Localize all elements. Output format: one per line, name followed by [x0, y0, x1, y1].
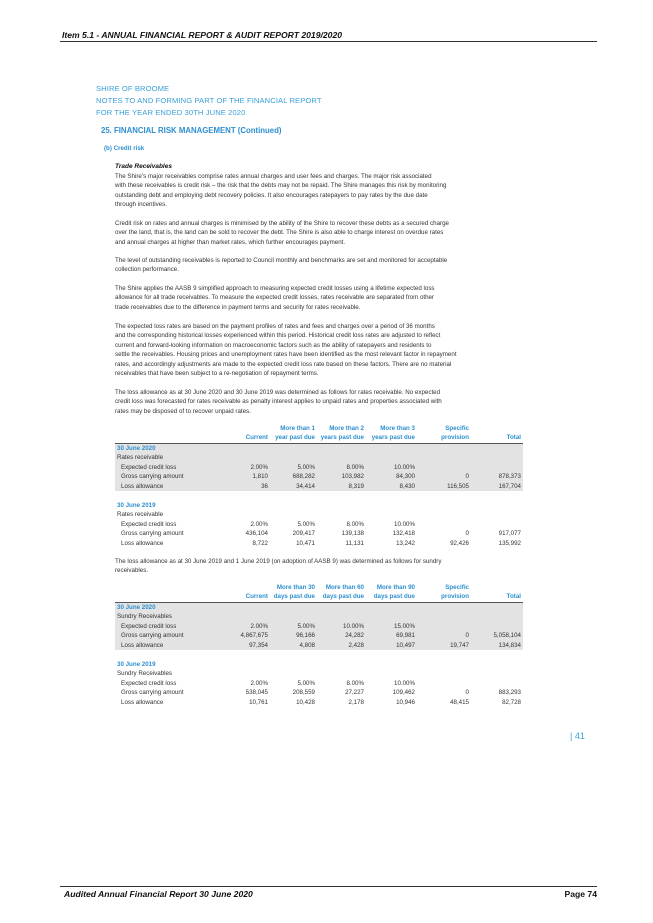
spacer-row [115, 650, 523, 660]
table-cell: 10.00% [394, 679, 415, 687]
column-header: Specific [445, 584, 469, 592]
table-row [115, 631, 523, 640]
table-row [115, 501, 523, 510]
table-cell: 167,704 [471, 482, 523, 491]
column-header: Specific [445, 425, 469, 433]
column-header: Total [471, 434, 523, 444]
table-row [115, 444, 523, 454]
table-cell: 139,138 [341, 530, 364, 538]
table-cell: 688,282 [270, 472, 317, 481]
table-cell: 0 [465, 530, 469, 538]
table-cell [471, 679, 523, 688]
subsection-title: (b) Credit risk [104, 145, 145, 152]
table-row [115, 660, 523, 669]
paragraph-line: The loss allowance as at 30 June 2020 and 30 June 2019 was determined as follows for rates receivable. No expected [115, 389, 441, 396]
table-cell [417, 463, 471, 472]
table-header-row [115, 593, 523, 603]
footer-divider [60, 886, 597, 887]
paragraph-line: allowance for all trade receivables. To measure the expected credit losses, rates receivable are separated from other [115, 294, 435, 302]
paragraph-line: The Shire’s major receivables comprise rates annual charges and user fees and charges. The major risk associated [115, 173, 432, 180]
period-label: 30 June 2019 [117, 502, 156, 510]
table-cell: 11,131 [345, 539, 364, 547]
table-cell: 10,761 [249, 698, 268, 706]
paragraph-line: Credit risk on rates and annual charges is minimised by the ability of the Shire to recover these debts as a secured charge [115, 220, 449, 227]
table-row [115, 641, 523, 650]
table-row [115, 510, 523, 519]
paragraph-line: over the land, that is, the land can be sold to recover the debt. The Shire is also able to charge interest on overdue rates [115, 229, 444, 237]
table-row [115, 698, 523, 707]
table-row [115, 688, 523, 697]
table-cell: 10.00% [394, 520, 415, 528]
row-label: Gross carrying amount [121, 530, 184, 538]
category-label: Rates receivable [117, 511, 164, 519]
column-header: More than 3 [380, 425, 415, 433]
trade-receivables-heading: Trade Receivables [115, 163, 172, 170]
table-cell: 10,497 [366, 641, 417, 650]
table-cell: 4,867,675 [226, 631, 270, 640]
table-header-row [115, 434, 523, 444]
column-header: More than 60 [325, 584, 364, 592]
table-cell: 5.00% [297, 520, 315, 528]
section-title: 25. FINANCIAL RISK MANAGEMENT (Continued) [101, 126, 282, 135]
column-header: year past due [270, 434, 317, 444]
table-cell: 10.00% [366, 463, 417, 472]
table-cell: 103,982 [317, 472, 366, 481]
period-label: 30 June 2020 [115, 603, 523, 613]
paragraph [115, 172, 485, 210]
table-cell [417, 679, 471, 688]
table-row [115, 520, 523, 529]
table-cell: 10.00% [317, 622, 366, 631]
column-header: days past due [270, 593, 317, 603]
column-header [471, 584, 523, 593]
table-cell: 917,077 [498, 530, 521, 538]
table-cell: 8.00% [346, 679, 364, 687]
page-number: Page 74 [564, 889, 597, 899]
table-cell: 8,430 [366, 482, 417, 491]
table-row [115, 622, 523, 631]
column-header: provision [417, 593, 471, 603]
row-label: Loss allowance [121, 698, 164, 706]
table-cell: 883,293 [498, 689, 521, 697]
table-row [115, 529, 523, 538]
paragraph-line: through incentives. [115, 201, 167, 209]
table-cell: 209,417 [292, 530, 315, 538]
row-label: Gross carrying amount [121, 689, 184, 697]
table-cell: 878,373 [471, 472, 523, 481]
category-label: Sundry Receivables [115, 612, 523, 621]
table-cell: 2.00% [226, 622, 270, 631]
table-cell: 4,808 [270, 641, 317, 650]
table-cell: 2,428 [317, 641, 366, 650]
spacer [115, 650, 523, 660]
paragraph-line: and annual charges at higher than market rates, which further encourages payment. [115, 238, 346, 246]
table-row [115, 453, 523, 462]
row-label: Loss allowance [115, 641, 226, 650]
paragraph [115, 388, 485, 416]
spacer-row [115, 491, 523, 501]
column-header: More than 1 [280, 425, 315, 433]
header-divider [60, 41, 597, 42]
table-cell: 109,462 [392, 689, 415, 697]
paragraph-line: The Shire applies the AASB 9 simplified approach to measuring expected credit losses using a lifetime expected loss [115, 285, 435, 292]
table-header-row [115, 584, 523, 593]
paragraph [115, 322, 485, 378]
section-page-marker: | 41 [570, 731, 585, 741]
table-row [115, 482, 523, 491]
table-cell: 2.00% [250, 520, 268, 528]
paragraph-line: collection performance. [115, 266, 179, 274]
row-label: Expected credit loss [115, 463, 226, 472]
paragraph-line: receivables. [115, 567, 149, 575]
table-cell: 36 [226, 482, 270, 491]
table-cell: 2.00% [250, 679, 268, 687]
table-cell: 8.00% [317, 463, 366, 472]
paragraph-line: rates, and accordingly adjustments are made to the expected credit loss rate based on these factors. There are no material [115, 360, 452, 368]
row-label: Loss allowance [121, 539, 164, 547]
column-header: Total [471, 593, 523, 603]
table-row [115, 539, 523, 548]
table-cell: 24,282 [317, 631, 366, 640]
spacer [115, 491, 523, 501]
table-cell: 436,104 [245, 530, 268, 538]
column-header [226, 425, 270, 434]
category-label: Rates receivable [115, 453, 523, 462]
table-cell: 34,414 [270, 482, 317, 491]
table-cell: 0 [465, 689, 469, 697]
column-header: More than 2 [329, 425, 364, 433]
paragraph-line: receivables that have been subject to a re-negotiation of repayment terms. [115, 370, 319, 378]
paragraph-line: current and forward-looking information on macroeconomic factors such as the ability of ratepayers and residents to [115, 341, 432, 349]
row-label: Expected credit loss [121, 520, 177, 528]
table-row [115, 669, 523, 678]
table-cell: 92,426 [450, 539, 469, 547]
row-label: Expected credit loss [121, 679, 177, 687]
paragraph-line: The loss allowance as at 30 June 2019 and 1 June 2019 (on adoption of AASB 9) was determined as follows for sundry [115, 558, 442, 565]
period-label: 30 June 2020 [115, 444, 523, 454]
table-row [115, 463, 523, 472]
report-header-title: Item 5.1 - ANNUAL FINANCIAL REPORT & AUDIT REPORT 2019/2020 [62, 30, 342, 40]
table-cell: 2.00% [226, 463, 270, 472]
column-header: days past due [366, 593, 417, 603]
table-cell: 0 [417, 472, 471, 481]
row-label: Loss allowance [115, 482, 226, 491]
table-cell: 69,981 [366, 631, 417, 640]
column-header [471, 425, 523, 434]
table-cell: 8.00% [346, 520, 364, 528]
table-cell: 10,471 [296, 539, 315, 547]
report-period: FOR THE YEAR ENDED 30TH JUNE 2020 [96, 108, 246, 117]
paragraph-line: rates may be disposed of to recover unpaid rates. [115, 407, 251, 415]
row-label: Expected credit loss [115, 622, 226, 631]
table-cell: 116,505 [417, 482, 471, 491]
column-header [115, 593, 226, 603]
paragraph [115, 557, 485, 576]
paragraph-line: outstanding debt and employing debt recovery policies. It also encourages ratepayers to pay rates by the due date [115, 191, 428, 199]
table-cell: 208,559 [292, 689, 315, 697]
table-cell: 5.00% [270, 622, 317, 631]
table-cell: 1,810 [226, 472, 270, 481]
column-header [115, 425, 226, 434]
table-cell: 8,722 [252, 539, 268, 547]
table-cell: 5.00% [270, 463, 317, 472]
table-cell: 8,319 [317, 482, 366, 491]
table-row [115, 472, 523, 481]
column-header [115, 434, 226, 444]
table-cell: 0 [417, 631, 471, 640]
table-row [115, 603, 523, 613]
table-cell: 48,415 [450, 698, 469, 706]
table-cell: 134,834 [471, 641, 523, 650]
rates-receivable-table [115, 425, 523, 548]
table-cell: 5,058,104 [471, 631, 523, 640]
category-label: Sundry Receivables [117, 670, 173, 678]
table-cell: 96,166 [270, 631, 317, 640]
table-cell: 19,747 [417, 641, 471, 650]
period-label: 30 June 2019 [117, 661, 156, 669]
column-header [115, 584, 226, 593]
table-cell: 15.00% [366, 622, 417, 631]
paragraph-line: trade receivables due to the difference in payment terms and security for rates receivable. [115, 303, 361, 311]
table-row [115, 612, 523, 621]
table-cell: 132,418 [392, 530, 415, 538]
table-cell: 5.00% [297, 679, 315, 687]
sundry-receivable-table [115, 584, 523, 707]
column-header: provision [417, 434, 471, 444]
column-header: Current [226, 593, 270, 603]
column-header: Current [226, 434, 270, 444]
paragraph-line: with these receivables is credit risk – the risk that the debts may not be repaid. The Shire manages this risk by monitoring [115, 182, 447, 190]
paragraph-line: The level of outstanding receivables is reported to Council monthly and benchmarks are set and monitored for acceptable [115, 257, 448, 264]
column-header: days past due [317, 593, 366, 603]
table-cell: 538,045 [245, 689, 268, 697]
table-cell: 10,428 [296, 698, 315, 706]
table-cell [471, 622, 523, 631]
table-header-row [115, 425, 523, 434]
table-cell: 84,300 [366, 472, 417, 481]
table-cell: 2,178 [348, 698, 364, 706]
table-cell [417, 520, 471, 529]
org-name: SHIRE OF BROOME [96, 84, 170, 93]
footer-title: Audited Annual Financial Report 30 June 2020 [64, 889, 253, 899]
column-header [226, 584, 270, 593]
table-cell: 97,354 [226, 641, 270, 650]
table-cell [471, 520, 523, 529]
table-cell: 27,227 [345, 689, 364, 697]
paragraph-line: and the corresponding historical losses experienced within this period. Historical credit loss rates are adjusted to reflect [115, 332, 441, 340]
column-header: More than 30 [276, 584, 315, 592]
table-row [115, 679, 523, 688]
paragraph-line: credit loss was forecasted for rates receivable as penalty interest applies to unpaid rates and properties associated with [115, 398, 442, 406]
row-label: Gross carrying amount [115, 631, 226, 640]
row-label: Gross carrying amount [115, 472, 226, 481]
column-header: years past due [317, 434, 366, 444]
table-cell [471, 463, 523, 472]
table-cell: 82,728 [502, 698, 521, 706]
paragraph [115, 219, 485, 247]
table-cell [417, 622, 471, 631]
paragraph [115, 256, 485, 275]
table-cell: 13,242 [396, 539, 415, 547]
paragraph-line: The expected loss rates are based on the payment profiles of rates and fees and charges over a period of 36 months [115, 323, 435, 330]
paragraph [115, 284, 485, 312]
table-cell: 135,992 [498, 539, 521, 547]
table-cell: 10,946 [396, 698, 415, 706]
paragraph-line: settle the receivables. Housing prices and unemployment rates have been identified as the most relevant factor in repayment [115, 351, 457, 359]
column-header: years past due [366, 434, 417, 444]
column-header: More than 90 [376, 584, 415, 592]
report-subtitle: NOTES TO AND FORMING PART OF THE FINANCIAL REPORT [96, 96, 322, 105]
